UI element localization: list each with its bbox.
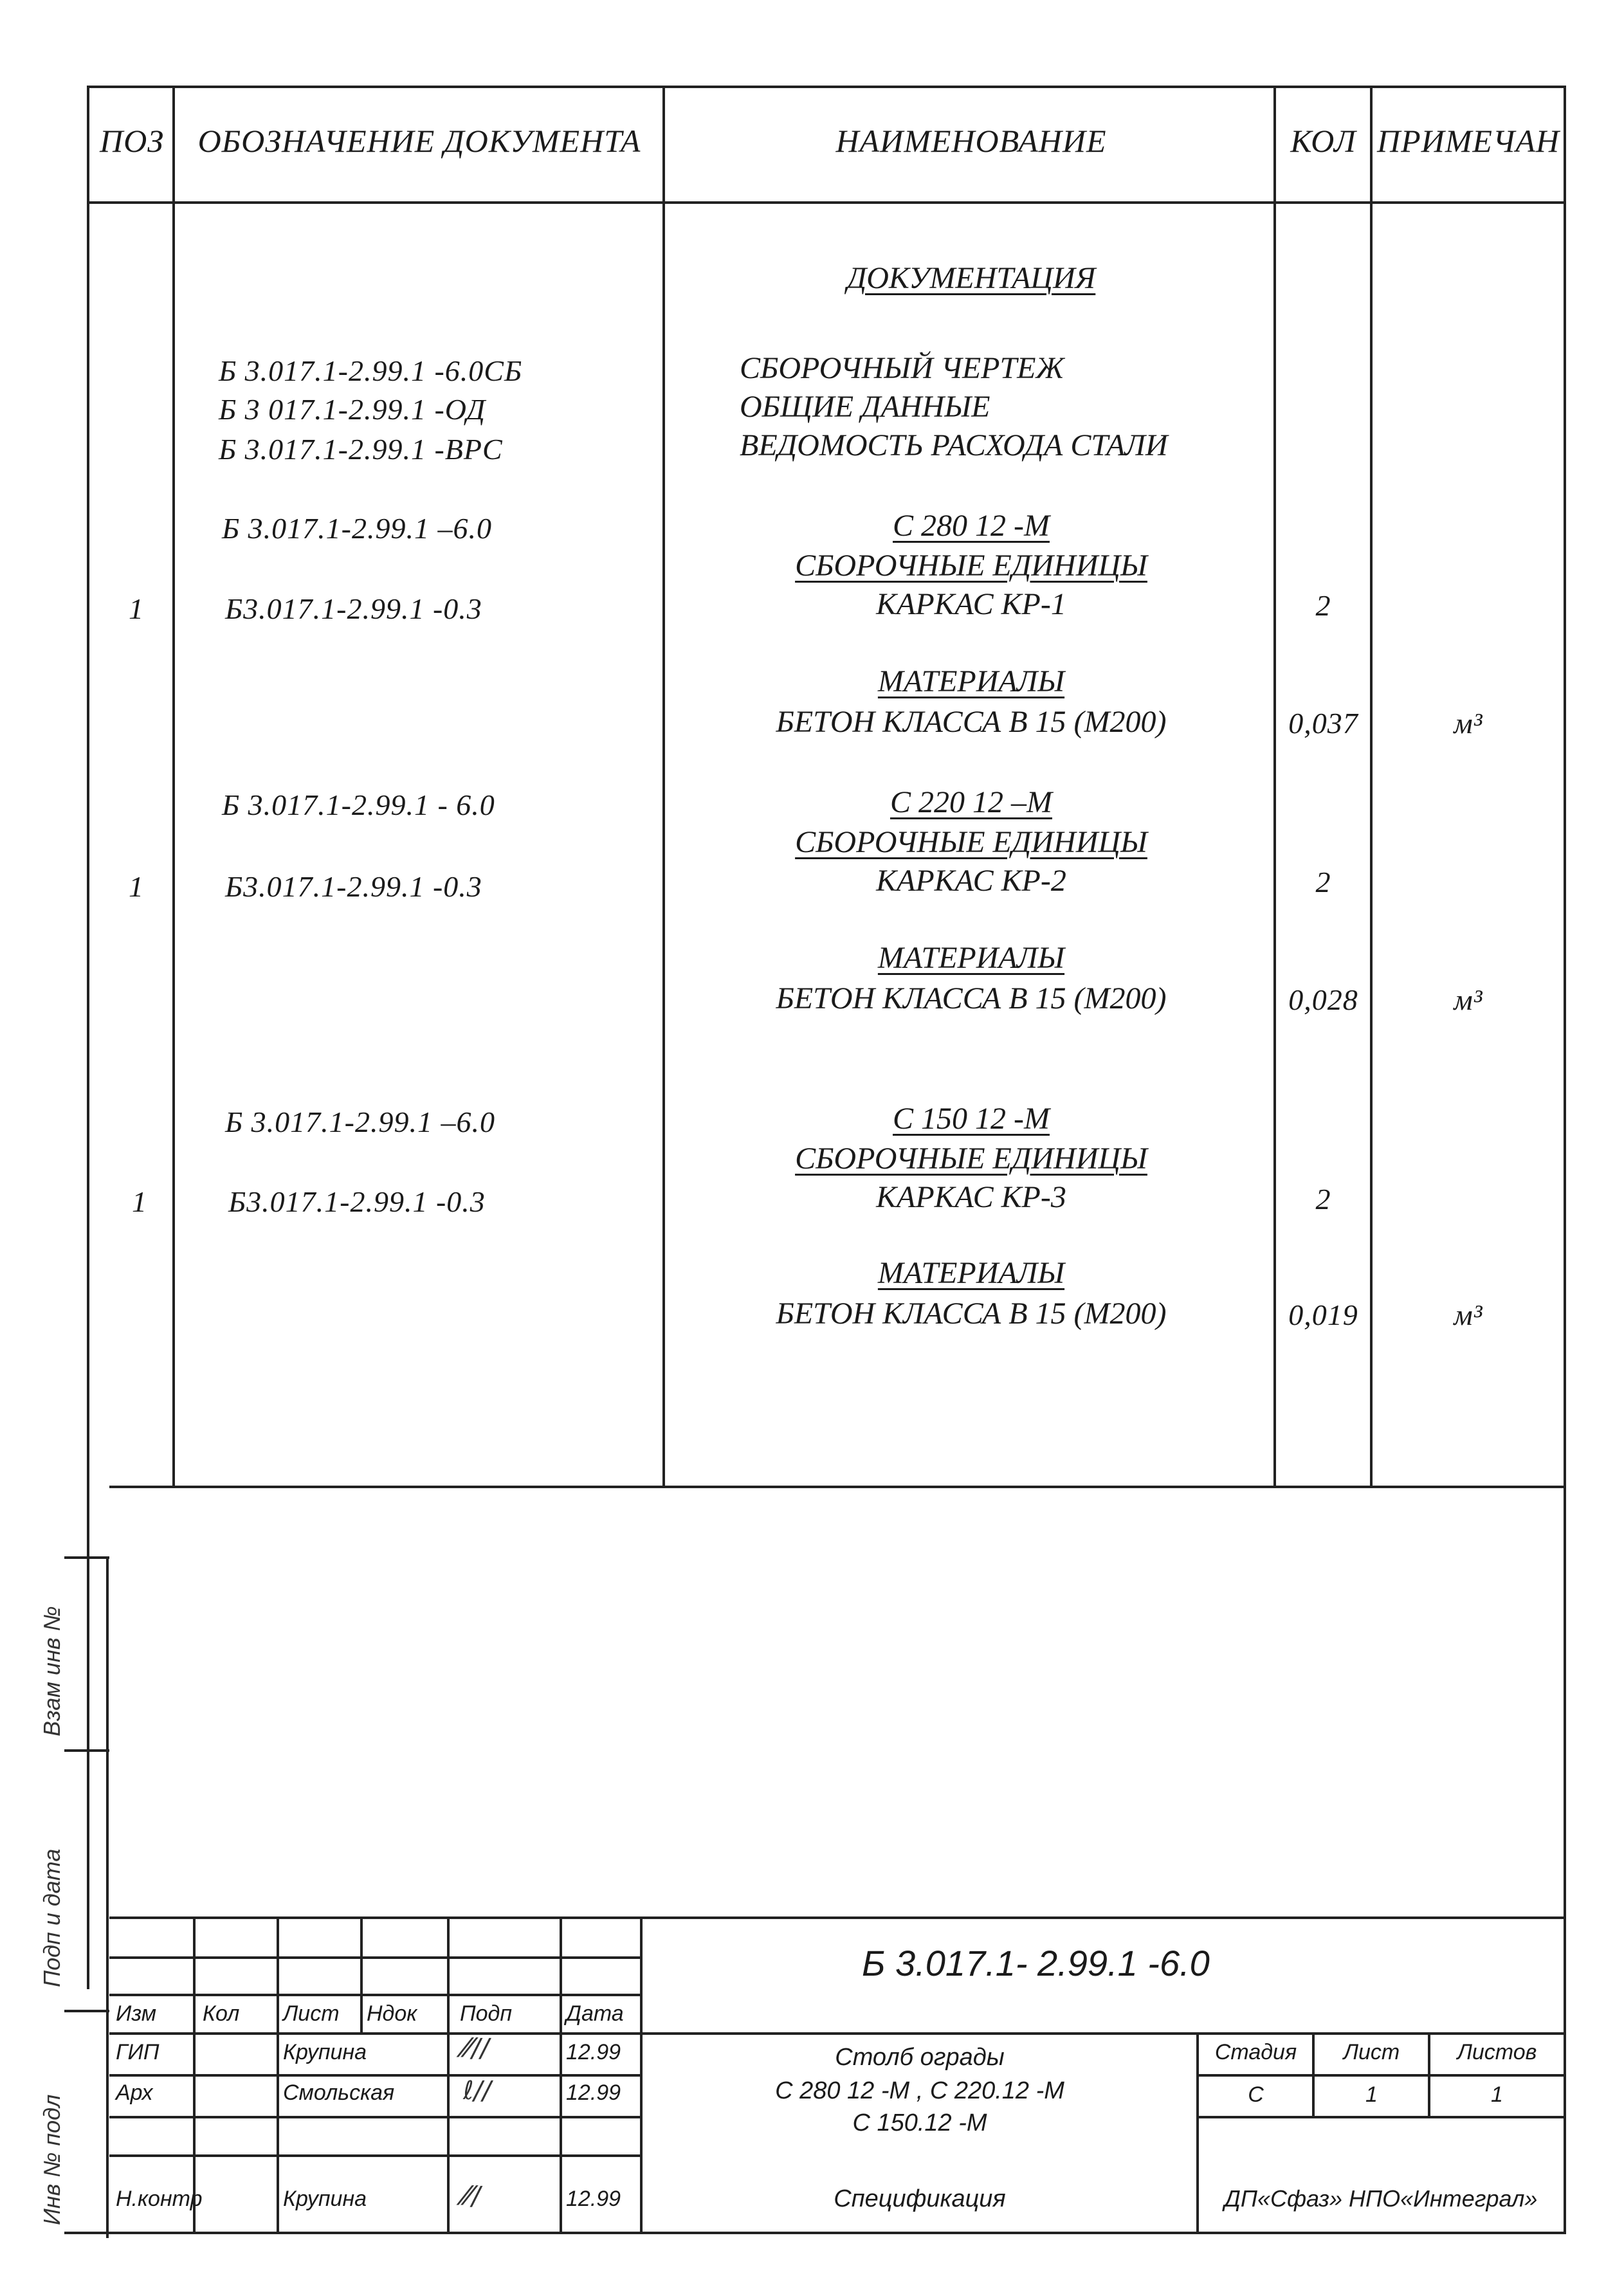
tb-signature-nkontr: ⁄⁄∕	[463, 2181, 480, 2211]
block1-item-qty: 2	[1315, 589, 1331, 622]
tb-hdr-ndok: Ндок	[367, 2001, 417, 2026]
tb-product-title-3: С 150.12 -М	[852, 2109, 987, 2136]
tb-col-line-3	[360, 1916, 363, 2032]
block2-item-name: КАРКАС КР-2	[876, 864, 1066, 898]
tb-doc-type: Спецификация	[834, 2185, 1006, 2212]
block2-materials-title: МАТЕРИАЛЫ	[877, 941, 1065, 975]
tb-surname-gip: Крупина	[283, 2040, 367, 2064]
tb-col-line-6	[640, 1916, 643, 2232]
tb-hdr-podp: Подп	[460, 2001, 513, 2026]
block3-materials-title: МАТЕРИАЛЫ	[877, 1256, 1065, 1290]
tb-sheets-label: Листов	[1457, 2040, 1537, 2064]
tb-hdr-list: Лист	[283, 2001, 340, 2026]
tb-surname-arh: Смольская	[283, 2080, 395, 2105]
tb-role-arh: Арх	[116, 2080, 153, 2105]
block1-materials-title: МАТЕРИАЛЫ	[877, 664, 1065, 698]
block3-item-name: КАРКАС КР-3	[876, 1180, 1066, 1214]
block2-material-unit: м³	[1454, 983, 1483, 1016]
doc-name-vrs: ВЕДОМОСТЬ РАСХОДА СТАЛИ	[740, 428, 1168, 462]
tb-bottom-line	[64, 2232, 1566, 2234]
block3-item-designation: Б3.017.1-2.99.1 -0.3	[228, 1185, 486, 1218]
tb-col-line-2	[277, 1916, 279, 2232]
block3-material-name: БЕТОН КЛАССА В 15 (М200)	[776, 1297, 1167, 1331]
doc-name-sb: СБОРОЧНЫЙ ЧЕРТЕЖ	[740, 351, 1064, 385]
tb-stage-value: С	[1248, 2082, 1264, 2107]
tb-signature-gip: ⁄⁄∕∕	[463, 2034, 489, 2063]
tb-hdr-izm: Изм	[116, 2001, 157, 2026]
block2-item-designation: Б3.017.1-2.99.1 -0.3	[225, 870, 482, 903]
tb-row-line-3	[109, 2032, 1566, 2035]
header-name: НАИМЕНОВАНИЕ	[835, 123, 1107, 159]
block2-assembly-title: СБОРОЧНЫЕ ЕДИНИЦЫ	[795, 825, 1147, 859]
block1-product: С 280 12 -М	[893, 509, 1050, 543]
tb-role-nkontr: Н.контр	[116, 2187, 203, 2211]
header-note: ПРИМЕЧАН	[1376, 123, 1560, 159]
col-divider-poz	[172, 86, 175, 1488]
tb-top-line	[109, 1916, 1566, 1919]
col-divider-name	[1273, 86, 1276, 1488]
col-divider-designation	[662, 86, 665, 1488]
table-bottom-line	[109, 1486, 1566, 1488]
tb-stage-line-1	[1196, 2074, 1566, 2077]
header-bottom-line	[87, 201, 1566, 204]
tb-sheet-label: Лист	[1343, 2040, 1400, 2064]
side-strip-inner-line	[106, 1556, 109, 2238]
block2-poz: 1	[129, 870, 144, 903]
tb-sheets-value: 1	[1491, 2082, 1503, 2107]
block3-designation: Б 3.017.1-2.99.1 –6.0	[225, 1106, 495, 1138]
tb-document-code: Б 3.017.1- 2.99.1 -6.0	[862, 1943, 1210, 1983]
side-label-podp-data: Подп и дата	[39, 1848, 65, 1987]
block2-product: С 220 12 –М	[890, 785, 1052, 819]
side-label-vzam: Взам инв №	[39, 1606, 65, 1736]
block1-material-unit: м³	[1454, 707, 1483, 740]
tb-col-line-4	[447, 1916, 450, 2232]
frame-right-line	[1564, 86, 1566, 2234]
header-designation: ОБОЗНАЧЕНИЕ ДОКУМЕНТА	[197, 123, 641, 159]
tb-stage-label: Стадия	[1214, 2040, 1297, 2064]
tb-hdr-kol: Кол	[203, 2001, 240, 2026]
tb-product-title-2: С 280 12 -М , С 220.12 -М	[775, 2077, 1064, 2104]
doc-designation-vrs: Б 3.017.1-2.99.1 -ВРС	[219, 433, 503, 466]
tb-col-line-9	[1428, 2032, 1430, 2116]
side-label-inv-podl: Инв № подл	[39, 2094, 65, 2225]
tb-surname-nkontr: Крупина	[283, 2187, 367, 2211]
tb-col-line-5	[560, 1916, 562, 2232]
block1-poz: 1	[129, 592, 144, 625]
tb-stage-line-2	[1196, 2116, 1566, 2118]
tb-product-title-1: Столб ограды	[835, 2044, 1005, 2071]
frame-left-line	[87, 86, 89, 1989]
tb-role-gip: ГИП	[116, 2040, 160, 2064]
side-strip-sep-3	[64, 2010, 109, 2012]
frame-top-line	[87, 86, 1566, 88]
block3-assembly-title: СБОРОЧНЫЕ ЕДИНИЦЫ	[795, 1142, 1147, 1176]
block1-assembly-title: СБОРОЧНЫЕ ЕДИНИЦЫ	[795, 549, 1147, 583]
section-documentation: ДОКУМЕНТАЦИЯ	[846, 261, 1096, 295]
doc-designation-od: Б 3 017.1-2.99.1 -ОД	[219, 393, 486, 426]
block3-poz: 1	[132, 1185, 147, 1218]
tb-hdr-data: Дата	[566, 2001, 624, 2026]
tb-col-line-8	[1312, 2032, 1315, 2116]
doc-name-od: ОБЩИЕ ДАННЫЕ	[740, 390, 990, 424]
block3-material-qty: 0,019	[1288, 1298, 1358, 1331]
side-strip-sep-2	[64, 1749, 109, 1752]
block2-item-qty: 2	[1315, 866, 1331, 898]
col-divider-qty	[1370, 86, 1373, 1488]
tb-organization: ДП«Сфаз» НПО«Интеграл»	[1224, 2185, 1538, 2212]
block3-material-unit: м³	[1454, 1298, 1483, 1331]
tb-date-nkontr: 12.99	[566, 2187, 621, 2211]
block1-item-name: КАРКАС КР-1	[876, 587, 1066, 621]
side-strip-sep-1	[64, 1556, 109, 1559]
tb-signature-arh: ℓ∕∕	[463, 2076, 491, 2106]
block2-material-qty: 0,028	[1288, 983, 1358, 1016]
tb-date-gip: 12.99	[566, 2040, 621, 2064]
block1-material-name: БЕТОН КЛАССА В 15 (М200)	[776, 705, 1167, 739]
block3-item-qty: 2	[1315, 1183, 1331, 1215]
block3-product: С 150 12 -М	[893, 1102, 1050, 1136]
block2-designation: Б 3.017.1-2.99.1 - 6.0	[222, 788, 495, 821]
tb-date-arh: 12.99	[566, 2080, 621, 2105]
tb-col-line-1	[193, 1916, 196, 2232]
block1-item-designation: Б3.017.1-2.99.1 -0.3	[225, 592, 482, 625]
tb-sheet-value: 1	[1365, 2082, 1378, 2107]
block1-designation: Б 3.017.1-2.99.1 –6.0	[222, 512, 492, 545]
block2-material-name: БЕТОН КЛАССА В 15 (М200)	[776, 981, 1167, 1015]
header-poz: ПОЗ	[100, 123, 164, 159]
doc-designation-sb: Б 3.017.1-2.99.1 -6.0СБ	[219, 354, 523, 387]
header-qty: КОЛ	[1290, 123, 1356, 159]
block1-material-qty: 0,037	[1288, 707, 1358, 740]
